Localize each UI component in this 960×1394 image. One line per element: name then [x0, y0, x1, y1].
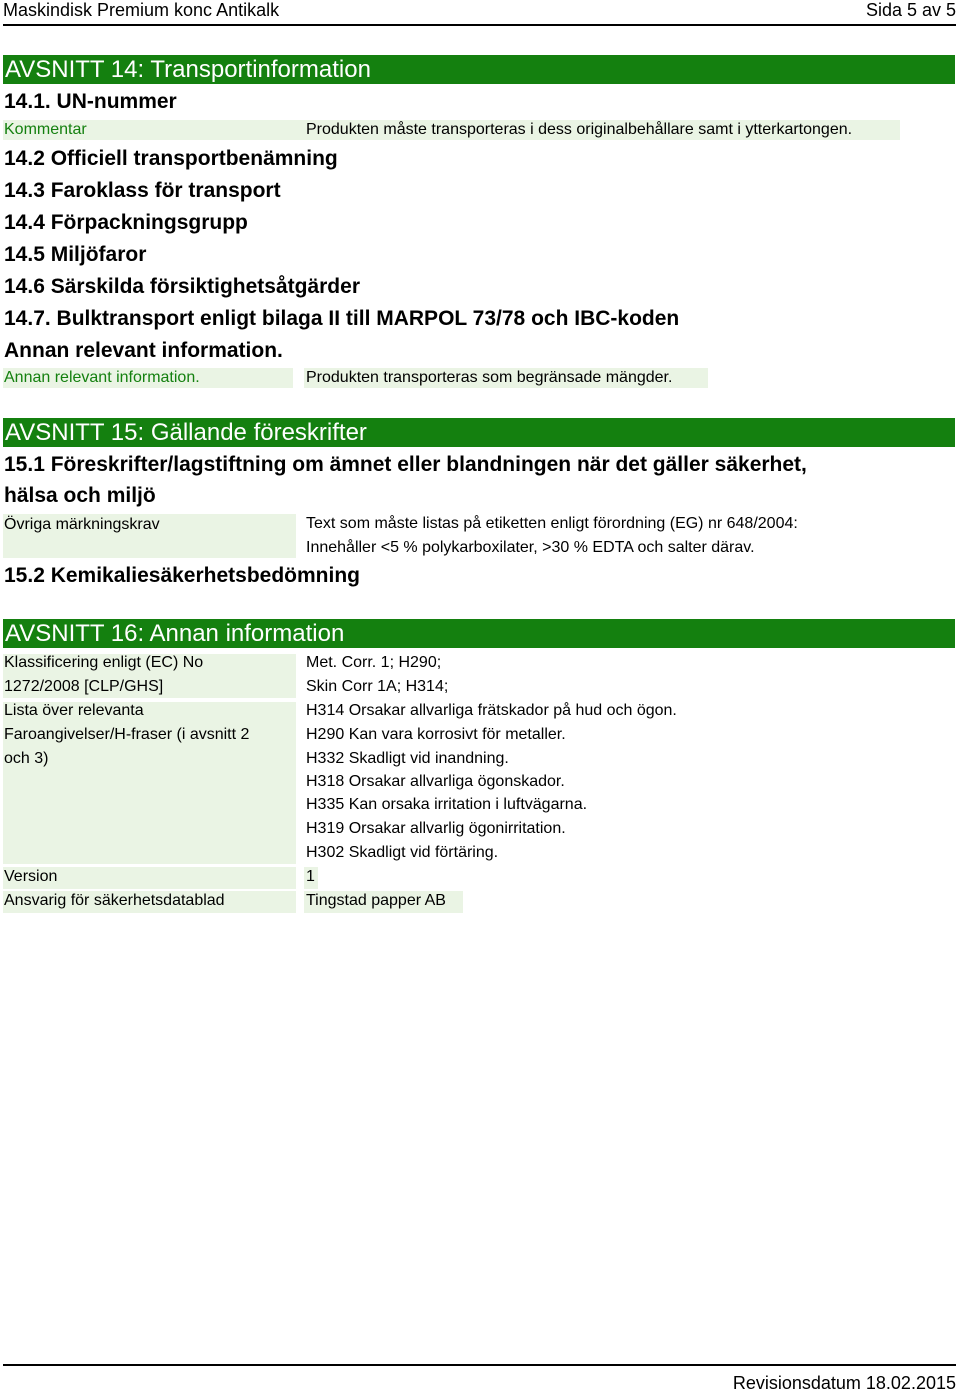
classification-value-line1: Met. Corr. 1; H290;	[306, 654, 442, 671]
h-phrase-item: H335 Kan orsaka irritation i luftvägarna.	[306, 796, 588, 813]
classification-label-line2: 1272/2008 [CLP/GHS]	[4, 678, 164, 695]
classification-value-line2: Skin Corr 1A; H314;	[306, 678, 449, 695]
footer-rule	[3, 1364, 956, 1366]
heading-14-5: 14.5 Miljöfaror	[4, 243, 147, 266]
responsible-value: Tingstad papper AB	[306, 892, 446, 909]
product-name: Maskindisk Premium konc Antikalk	[3, 0, 280, 20]
heading-14-7: 14.7. Bulktransport enligt bilaga II till MARPOL 73/78 och IBC-koden	[4, 307, 680, 330]
labelling-requirements-label: Övriga märkningskrav	[3, 514, 296, 558]
h-phrases-label-line1: Lista över relevanta	[4, 702, 144, 719]
h-phrase-item: H318 Orsakar allvarliga ögonskador.	[306, 773, 565, 790]
heading-14-4: 14.4 Förpackningsgrupp	[4, 211, 248, 234]
comment-label: Kommentar	[3, 120, 304, 140]
section-14-header: AVSNITT 14: Transportinformation	[3, 55, 955, 84]
labelling-requirements-line2: Innehåller <5 % polykarboxilater, >30 % EDTA och salter därav.	[306, 539, 755, 556]
heading-15-2: 15.2 Kemikaliesäkerhetsbedömning	[4, 564, 360, 587]
other-info-value: Produkten transporteras som begränsade mängder.	[306, 369, 673, 386]
heading-15-1-line2: hälsa och miljö	[4, 484, 156, 507]
h-phrase-item: H314 Orsakar allvarliga frätskador på hud och ögon.	[306, 702, 677, 719]
other-info-label: Annan relevant information.	[3, 368, 293, 388]
revision-date: Revisionsdatum 18.02.2015	[732, 1373, 956, 1393]
heading-14-3: 14.3 Faroklass för transport	[4, 179, 281, 202]
heading-other-info: Annan relevant information.	[4, 339, 283, 362]
heading-15-1-line1: 15.1 Föreskrifter/lagstiftning om ämnet eller blandningen när det gäller säkerhet,	[4, 453, 807, 476]
header-rule	[3, 24, 956, 26]
responsible-label: Ansvarig för säkerhetsdatablad	[4, 892, 225, 909]
version-label: Version	[4, 868, 58, 885]
labelling-requirements-line1: Text som måste listas på etiketten enligt förordning (EG) nr 648/2004:	[306, 515, 798, 532]
heading-14-6: 14.6 Särskilda försiktighetsåtgärder	[4, 275, 360, 298]
h-phrase-item: H290 Kan vara korrosivt för metaller.	[306, 726, 566, 743]
comment-value: Produkten måste transporteras i dess originalbehållare samt i ytterkartongen.	[306, 121, 853, 138]
section-16-header: AVSNITT 16: Annan information	[3, 619, 955, 648]
heading-14-1: 14.1. UN-nummer	[4, 90, 177, 113]
h-phrase-item: H319 Orsakar allvarlig ögonirritation.	[306, 820, 566, 837]
h-phrase-item: H332 Skadligt vid inandning.	[306, 750, 509, 767]
page-number: Sida 5 av 5	[865, 0, 956, 20]
h-phrases-label-line3: och 3)	[4, 750, 49, 767]
classification-label-line1: Klassificering enligt (EC) No	[4, 654, 204, 671]
version-value: 1	[306, 868, 315, 885]
h-phrase-item: H302 Skadligt vid förtäring.	[306, 844, 499, 861]
section-15-header: AVSNITT 15: Gällande föreskrifter	[3, 418, 955, 447]
heading-14-2: 14.2 Officiell transportbenämning	[4, 147, 338, 170]
h-phrases-label-line2: Faroangivelser/H-fraser (i avsnitt 2	[4, 726, 250, 743]
